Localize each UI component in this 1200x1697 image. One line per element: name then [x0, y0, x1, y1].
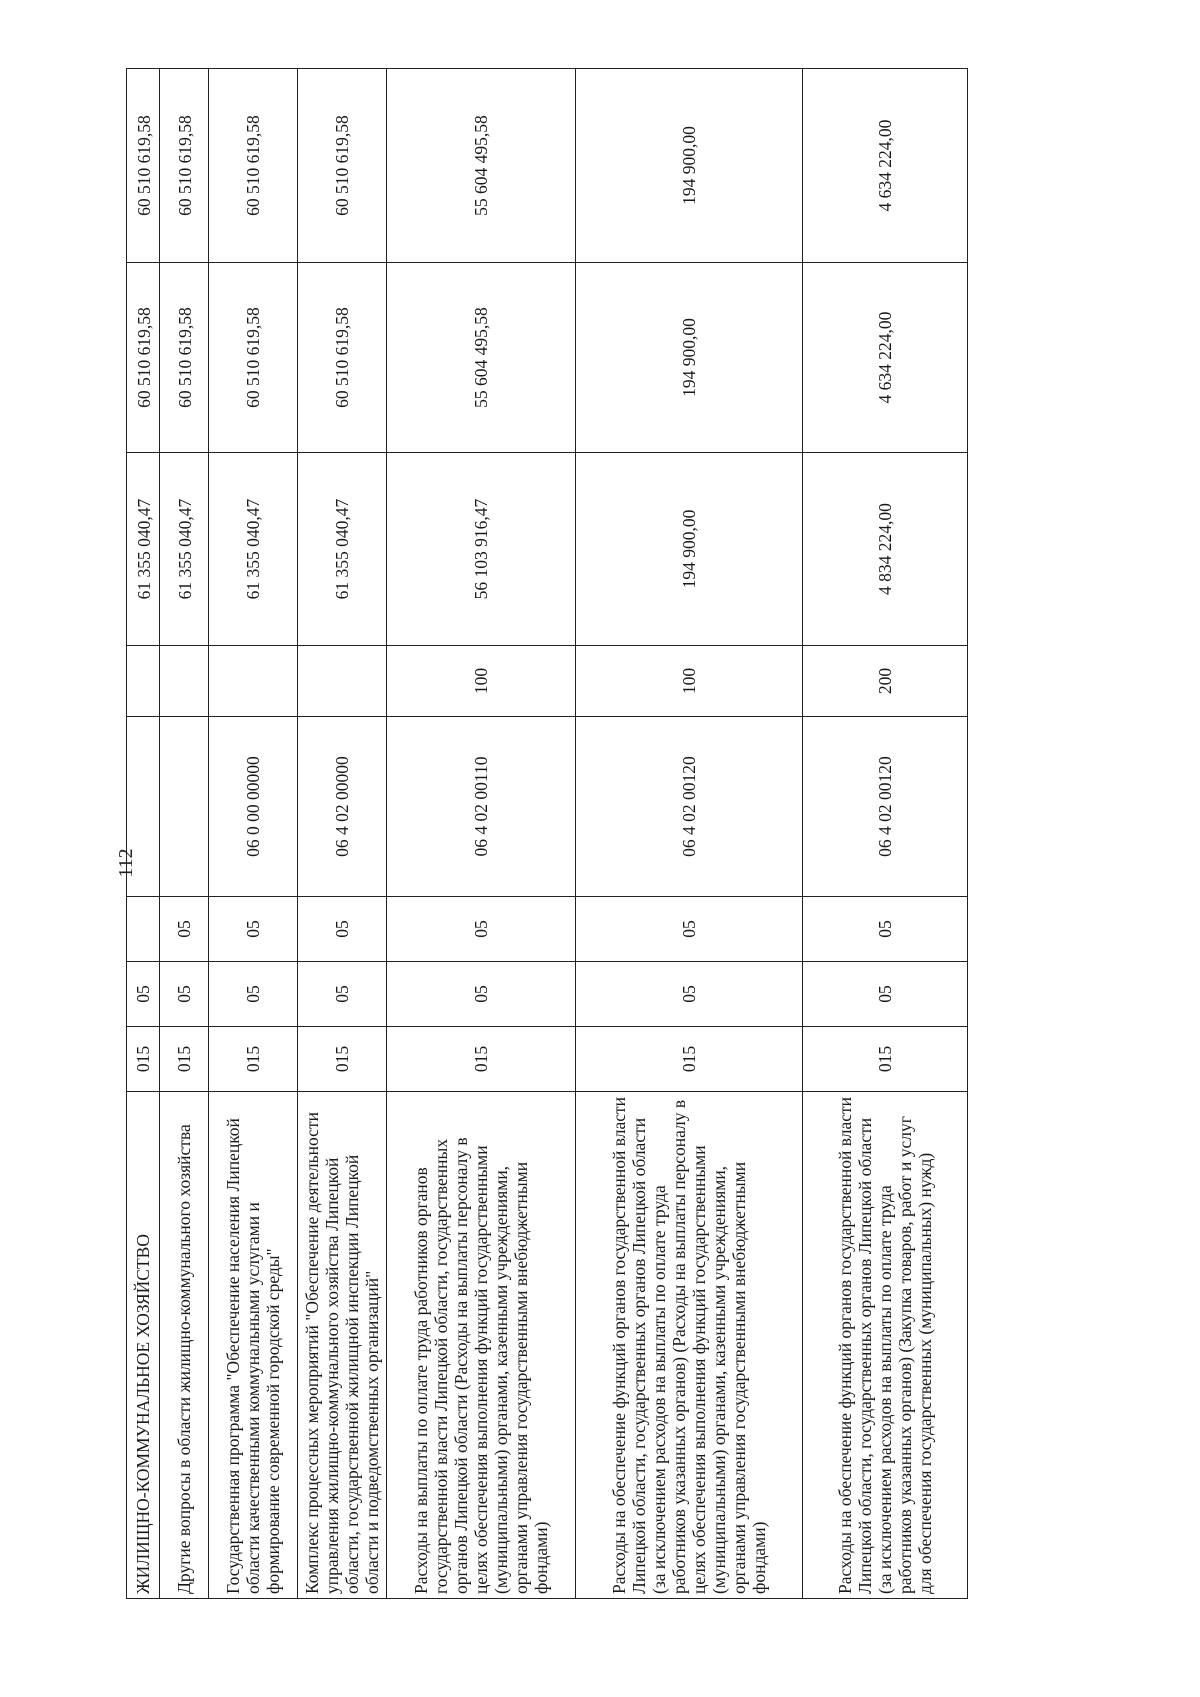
row-name: Другие вопросы в области жилищно-коммунального хозяйства [160, 1092, 209, 1599]
target-article [160, 717, 209, 897]
table-row [127, 69, 160, 1599]
target-article: 06 4 02 00110 [387, 717, 576, 897]
row-name: Государственная программа "Обеспечение населения Липецкой области качественными коммунальными услугами и формирование современной городской среды" [209, 1092, 298, 1599]
sum-year-3: 4 634 224,00 [803, 69, 968, 263]
row-name: Комплекс процессных мероприятий "Обеспечение деятельности управления жилищно-коммунального хозяйства Липецкой области, государственной жилищной инспекции Липецкой области и подведомственных организаций" [298, 1092, 387, 1599]
section-code: 05 [576, 962, 803, 1027]
ministry-code: 015 [803, 1027, 968, 1092]
target-article: 06 0 00 00000 [209, 717, 298, 897]
section-code: 05 [803, 962, 968, 1027]
table-row [387, 69, 576, 1599]
sum-year-1: 4 834 224,00 [803, 453, 968, 646]
expense-type [298, 646, 387, 717]
row-name: Расходы на выплаты по оплате труда работников органов государственной власти Липецкой области, государственных органов Липецкой области (Расходы на выплаты персоналу в целях обеспечения выполнения функций государственными (муниципальными) органами, казенными учреждениями, органами управления государственными внебюджетными фондами) [387, 1092, 576, 1599]
subsection-code: 05 [160, 897, 209, 962]
sum-year-1: 61 355 040,47 [209, 453, 298, 646]
sum-year-2: 60 510 619,58 [160, 263, 209, 453]
sum-year-1: 56 103 916,47 [387, 453, 576, 646]
subsection-code: 05 [209, 897, 298, 962]
section-code: 05 [298, 962, 387, 1027]
sum-year-2: 55 604 495,58 [387, 263, 576, 453]
section-code: 05 [160, 962, 209, 1027]
expense-type [127, 646, 160, 717]
table-row [298, 69, 387, 1599]
subsection-code: 05 [803, 897, 968, 962]
ministry-code: 015 [127, 1027, 160, 1092]
section-code: 05 [387, 962, 576, 1027]
subsection-code: 05 [298, 897, 387, 962]
ministry-code: 015 [160, 1027, 209, 1092]
sum-year-3: 60 510 619,58 [127, 69, 160, 263]
budget-table [126, 68, 968, 1599]
row-name: Расходы на обеспечение функций органов государственной власти Липецкой области, государственных органов Липецкой области (за исключением расходов на выплаты по оплате труда работников указанных органов) (Расходы на выплаты персоналу в целях обеспечения выполнения функций государственными (муниципальными) органами, казенными учреждениями, органами управления государственными внебюджетными фондами) [576, 1092, 803, 1599]
sum-year-2: 4 634 224,00 [803, 263, 968, 453]
page-number: 112 [115, 848, 137, 878]
sum-year-3: 60 510 619,58 [298, 69, 387, 263]
target-article [127, 717, 160, 897]
sum-year-3: 194 900,00 [576, 69, 803, 263]
sum-year-1: 61 355 040,47 [127, 453, 160, 646]
sum-year-1: 61 355 040,47 [160, 453, 209, 646]
row-name: Расходы на обеспечение функций органов государственной власти Липецкой области, государственных органов Липецкой области (за исключением расходов на выплаты по оплате труда работников указанных органов) (Закупка товаров, работ и услуг для обеспечения государственных (муниципальных) нужд) [803, 1092, 968, 1599]
rotated-table-container [126, 69, 1086, 1599]
sum-year-3: 60 510 619,58 [209, 69, 298, 263]
table-row [209, 69, 298, 1599]
subsection-code [127, 897, 160, 962]
table-row [160, 69, 209, 1599]
ministry-code: 015 [576, 1027, 803, 1092]
sum-year-2: 60 510 619,58 [127, 263, 160, 453]
expense-type: 200 [803, 646, 968, 717]
sum-year-3: 60 510 619,58 [160, 69, 209, 263]
row-name: ЖИЛИЩНО-КОММУНАЛЬНОЕ ХОЗЯЙСТВО [127, 1092, 160, 1599]
ministry-code: 015 [387, 1027, 576, 1092]
target-article: 06 4 02 00120 [803, 717, 968, 897]
sum-year-2: 60 510 619,58 [298, 263, 387, 453]
subsection-code: 05 [387, 897, 576, 962]
ministry-code: 015 [209, 1027, 298, 1092]
expense-type: 100 [387, 646, 576, 717]
sum-year-3: 55 604 495,58 [387, 69, 576, 263]
section-code: 05 [127, 962, 160, 1027]
target-article: 06 4 02 00120 [576, 717, 803, 897]
expense-type [160, 646, 209, 717]
sum-year-1: 194 900,00 [576, 453, 803, 646]
ministry-code: 015 [298, 1027, 387, 1092]
target-article: 06 4 02 00000 [298, 717, 387, 897]
sum-year-1: 61 355 040,47 [298, 453, 387, 646]
expense-type [209, 646, 298, 717]
table-row [576, 69, 803, 1599]
sum-year-2: 194 900,00 [576, 263, 803, 453]
expense-type: 100 [576, 646, 803, 717]
table-row [803, 69, 968, 1599]
section-code: 05 [209, 962, 298, 1027]
sum-year-2: 60 510 619,58 [209, 263, 298, 453]
subsection-code: 05 [576, 897, 803, 962]
